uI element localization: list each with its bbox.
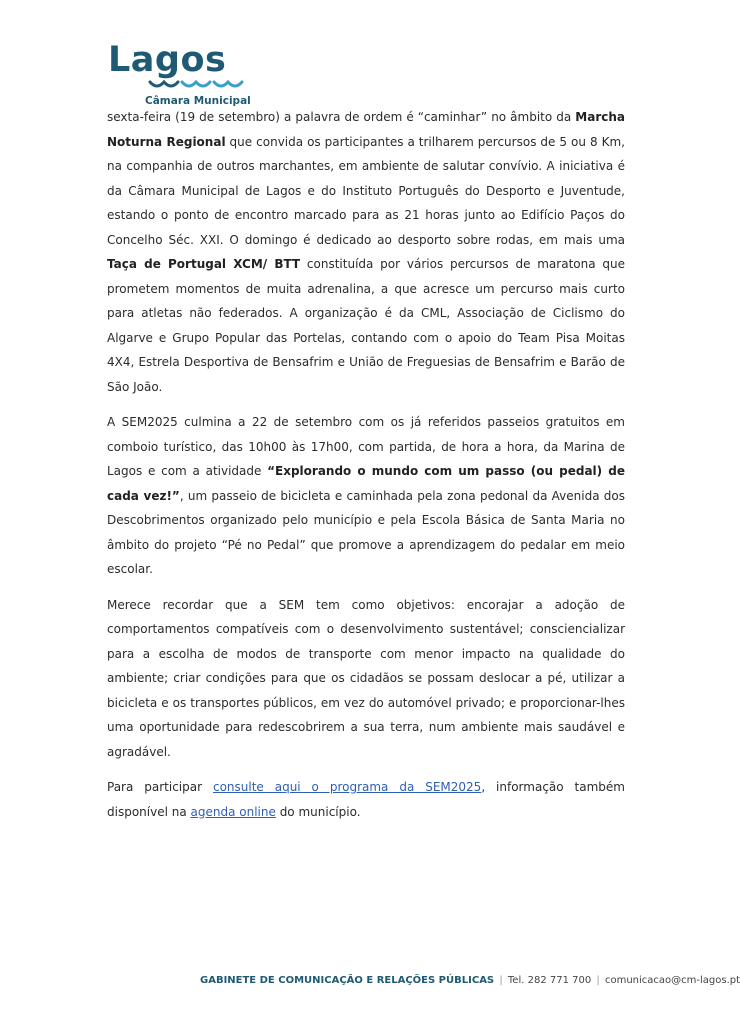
p4-text-2: , informação também disponível na — [107, 780, 625, 819]
p2-bold-1: “Explorando o mundo com um passo (ou pedal) de cada vez!” — [107, 464, 625, 503]
p1-text-1: sexta-feira (19 de setembro) a palavra de ordem é “caminhar” no âmbito da — [107, 110, 576, 124]
logo-wordmark: Lagos — [108, 40, 227, 80]
article-body — [107, 105, 625, 835]
footer-email: comunicacao@cm-lagos.pt — [604, 975, 740, 986]
footer-separator: | — [499, 975, 503, 986]
paragraph-4 — [107, 775, 625, 824]
p1-bold-1: Marcha Noturna Regional — [107, 110, 625, 149]
agenda-online-link[interactable]: agenda online — [190, 804, 276, 819]
footer-org: GABINETE DE COMUNICAÇÃO E RELAÇÕES PÚBLICAS — [200, 975, 495, 986]
footer-phone: Tel. 282 771 700 — [507, 975, 592, 986]
logo-subtitle: Câmara Municipal — [145, 95, 251, 107]
logo-waves-icon — [148, 78, 248, 94]
p4-text-3: do município. — [275, 804, 361, 819]
paragraph-3: Merece recordar que a SEM tem como objetivos: encorajar a adoção de comportamentos compatíveis com o desenvolvimento sustentável; consciencializar para a escolha de modos de transporte com menor impacto na qualidade do ambiente; criar condições para que os cidadãos se possam deslocar a pé, utilizar a bicicleta e os transportes públicos, em vez do automóvel privado; e proporcionar-lhes uma oportunidade para redescobrirem a sua terra, num ambiente mais saudável e agradável. — [107, 597, 625, 759]
p4-text-1: Para participar — [107, 780, 213, 794]
p1-bold-2: Taça de Portugal XCM/ BTT — [107, 257, 301, 271]
p2-text-2: , um passeio de bicicleta e caminhada pela zona pedonal da Avenida dos Descobrimentos organizado pelo município e pela Escola Básica de Santa Maria no âmbito do projeto “Pé no Pedal” que promove a aprendizagem do pedalar em meio escolar. — [107, 488, 626, 576]
footer-separator: | — [596, 975, 600, 986]
footer — [200, 975, 740, 986]
sem2025-program-link[interactable]: consulte aqui o programa da SEM2025 — [212, 780, 482, 794]
paragraph-2 — [107, 410, 625, 582]
paragraph-1 — [107, 105, 625, 399]
lagos-logo — [108, 40, 251, 112]
p1-text-3: constituída por vários percursos de maratona que prometem momentos de muita adrenalina, a que acresce um percurso mais curto para atletas não federados. A organização é da CML, Associação de Ciclismo do Algarve e Grupo Popular das Portelas, contando com o apoio do Team Pisa Moitas 4X4, Estrela Desportiva de Bensafrim e União de Freguesias de Bensafrim e Barão de São João. — [107, 257, 625, 394]
p1-text-2: que convida os participantes a trilharem percursos de 5 ou 8 Km, na companhia de outros marchantes, em ambiente de salutar convívio. A iniciativa é da Câmara Municipal de Lagos e do Instituto Português do Desporto e Juventude, estando o ponto de encontro marcado para as 21 horas junto ao Edifício Paços do Concelho Séc. XXI. O domingo é dedicado ao desporto sobre rodas, em mais uma — [107, 134, 625, 247]
p2-text-1: A SEM2025 culmina a 22 de setembro com os já referidos passeios gratuitos em comboio turístico, das 10h00 às 17h00, com partida, de hora a hora, da Marina de Lagos e com a atividade — [107, 415, 625, 478]
